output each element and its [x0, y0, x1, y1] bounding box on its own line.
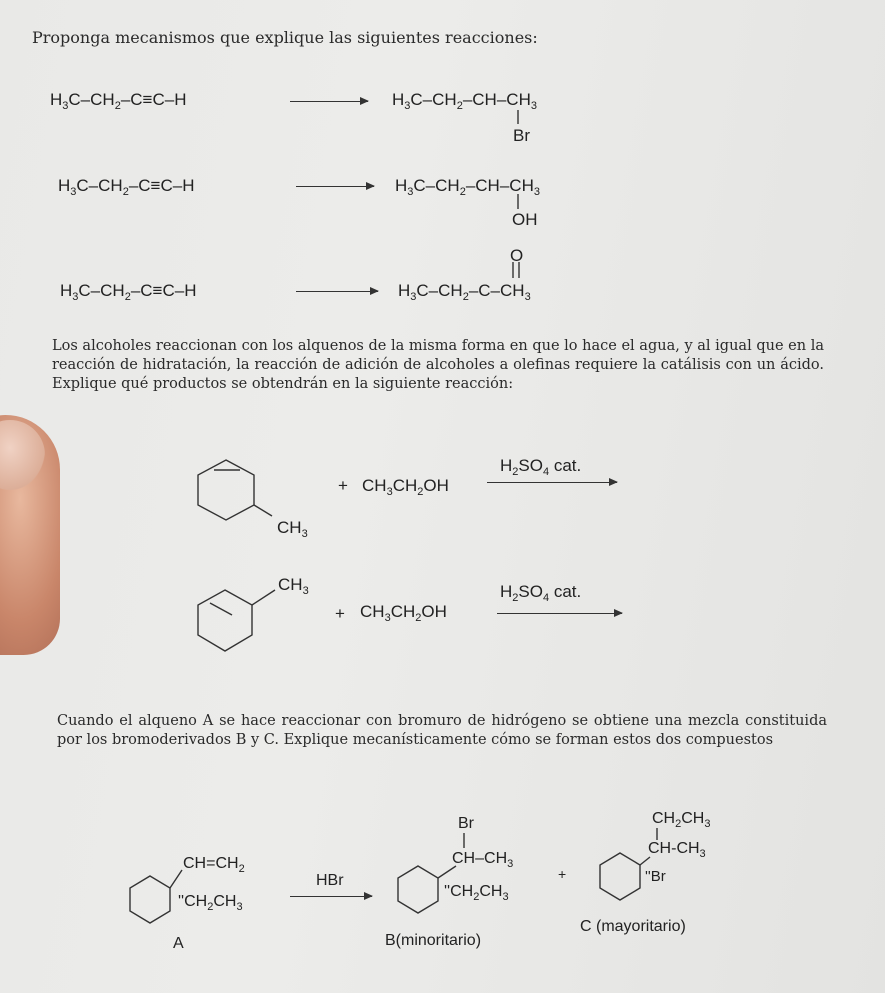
r3-product: $H_3C-CH_2-C-CH_3$ — [398, 281, 531, 303]
C-label: C (mayoritario) — [580, 918, 686, 935]
r1-substituent: Br — [513, 126, 530, 145]
r2-substituent: OH — [512, 210, 538, 229]
A-cyclohexane-ring — [130, 876, 170, 923]
r4-methyl-bond — [254, 505, 272, 516]
C-chain: $CH-CH_3$ — [648, 840, 706, 860]
r4-cyclohexene-ring — [198, 460, 254, 520]
C-cyclohexane-ring — [600, 853, 640, 900]
hbr-reagent: HBr — [316, 872, 344, 889]
paragraph-alcohol-addition: Los alcoholes reaccionan con los alquenos de la misma forma en que lo hace el agua, y al igual que en la reacción de hidratación, la reacción de adición de alcoholes a olefinas requiere la catálisis con un ácido. Explique qué productos se obtendrán en la siguiente reacción: — [52, 338, 824, 392]
r2-product: $H_3C-CH_2-CH-CH_3$ — [395, 176, 540, 198]
C-chain-bond — [640, 857, 650, 865]
r5-ethanol: $CH_3CH_2OH$ — [360, 602, 447, 624]
B-ethyl-group: ''$CH_2CH_3$ — [444, 883, 509, 903]
r5-ring-double-bond — [210, 603, 232, 615]
instruction-heading: Proponga mecanismos que explique las siguientes reacciones: — [32, 28, 538, 47]
C-ethyl-top: $CH_2CH_3$ — [652, 810, 711, 830]
r5-plus: + — [335, 604, 345, 623]
r3-reactant: $H_3C-CH_2-C\equiv C-H$ — [60, 281, 197, 303]
A-ethyl-group: ''$CH_2CH_3$ — [178, 893, 243, 913]
B-bromine: Br — [458, 815, 474, 832]
r4-methyl: $CH_3$ — [277, 518, 308, 540]
paragraph-hbr-addition: Cuando el alqueno A se hace reaccionar con bromuro de hidrógeno se obtiene una mezcla constituida por los bromoderivados B y C. Explique mecanísticamente cómo se forman estos dos compuestos — [57, 713, 827, 748]
r2-reactant: $H_3C-CH_2-C\equiv C-H$ — [58, 176, 195, 198]
r5-catalyst: $H_2SO_4$ cat. — [500, 582, 582, 604]
B-chain: $CH-CH_3$ — [452, 850, 514, 870]
C-bromine: ''Br — [645, 868, 666, 885]
B-label: B(minoritario) — [385, 932, 482, 949]
A-vinyl-group: $CH=CH_2$ — [183, 855, 245, 875]
r3-carbonyl-oxygen: O — [510, 246, 524, 265]
r1-product: $H_3C-CH_2-CH-CH_3$ — [392, 90, 537, 112]
final-plus: + — [558, 866, 567, 882]
r5-cyclohexene-ring — [198, 590, 252, 651]
A-vinyl-bond — [170, 870, 182, 888]
r4-ethanol: $CH_3CH_2OH$ — [362, 476, 449, 498]
r4-catalyst: $H_2SO_4$ cat. — [500, 456, 582, 478]
B-cyclohexane-ring — [398, 866, 438, 913]
r1-reactant: $H_3C-CH_2-C\equiv C-H$ — [50, 90, 187, 112]
A-label: A — [173, 935, 184, 952]
B-chain-bond — [438, 866, 456, 878]
r5-methyl: $CH_3$ — [278, 575, 309, 597]
r4-plus: + — [338, 476, 348, 495]
r5-methyl-bond — [252, 590, 275, 605]
